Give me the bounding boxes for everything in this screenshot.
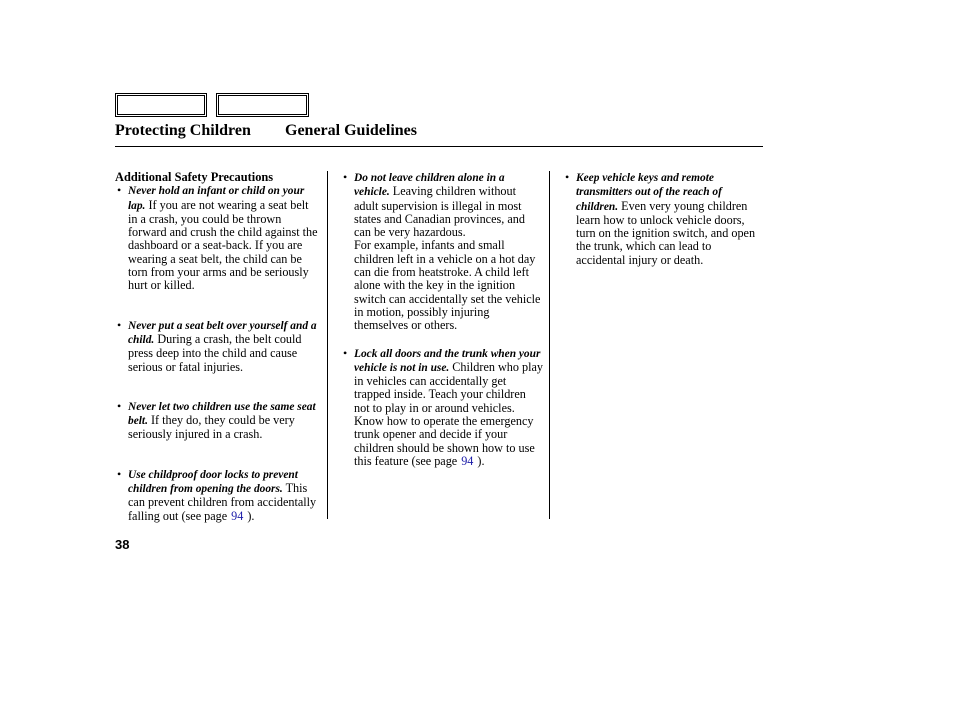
item-text-after: ).: [247, 508, 255, 523]
item-lead: Do not leave children alone in a vehicle.: [354, 172, 505, 199]
index-button[interactable]: [216, 93, 309, 117]
item-text: This can prevent children from accidentally falling out (see page: [128, 481, 317, 523]
item-lead: Never hold an infant or child on your lap.: [128, 185, 305, 212]
column-3: [563, 171, 759, 267]
column-2: [341, 171, 543, 468]
list-item: [341, 347, 543, 469]
main-menu-button[interactable]: [115, 93, 207, 117]
list-item: [115, 400, 321, 442]
column-1: [115, 171, 321, 523]
item-text: If you are not wearing a seat belt in a crash, you could be thrown forward and crush the child against the dashboard or a seat-back. If you are wearing a seat belt, the child can be torn from your arms and be seriously hurt or killed.: [128, 197, 318, 293]
list-item: [115, 184, 321, 292]
column-divider-1: [327, 171, 328, 519]
bullet-icon: •: [343, 345, 348, 360]
item-text-continued: For example, infants and small children left in a vehicle on a hot day can die from heatstroke. A child left alone with the key in the ignition switch can accidentally set the vehicle in motion, possibly injuring themselves or others.: [354, 238, 541, 333]
bullet-icon: •: [117, 317, 122, 332]
item-text: Leaving children without adult supervision is illegal in most states and Canadian provinces, and can be very hazardous.: [354, 184, 525, 240]
section-title: Protecting Children: [115, 122, 251, 139]
bullet-icon: •: [117, 466, 122, 481]
item-lead: Lock all doors and the trunk when your vehicle is not in use.: [354, 347, 541, 374]
item-text-after: ).: [477, 453, 485, 468]
bullet-icon: •: [343, 170, 348, 184]
bullet-icon: •: [117, 398, 122, 413]
column-divider-2: [549, 171, 550, 519]
item-text: Even very young children learn how to unlock vehicle doors, turn on the ignition switch, and open the trunk, which can lead to accidental injury or death.: [576, 198, 756, 267]
header-divider: [115, 146, 763, 147]
item-lead: Never put a seat belt over yourself and a child.: [128, 319, 317, 346]
subsection-title: Additional Safety Precautions: [115, 170, 274, 184]
item-text: During a crash, the belt could press deep into the child and cause serious or fatal injuries.: [128, 331, 302, 374]
page-link[interactable]: 94: [461, 453, 474, 468]
page-number: 38: [115, 537, 130, 552]
page-link[interactable]: 94: [231, 508, 244, 523]
list-item: [115, 319, 321, 374]
item-lead: Never let two children use the same seat belt.: [128, 400, 316, 428]
item-text: If they do, they could be very seriously injured in a crash.: [128, 413, 295, 442]
item-lead: Keep vehicle keys and remote transmitters out of the reach of children.: [576, 172, 722, 213]
bullet-icon: •: [117, 183, 122, 198]
item-text: Children who play in vehicles can accidentally get trapped inside. Teach your children not to play in or around vehicles. Know how to operate the emergency trunk opener and decide if your children should be shown how to use this feature (see page: [354, 359, 544, 468]
topic-title: General Guidelines: [285, 122, 417, 139]
bullet-icon: •: [565, 170, 570, 184]
list-item: [115, 468, 321, 523]
item-lead: Use childproof door locks to prevent children from opening the doors.: [128, 468, 298, 496]
list-item: [341, 171, 543, 333]
list-item: [563, 171, 759, 267]
